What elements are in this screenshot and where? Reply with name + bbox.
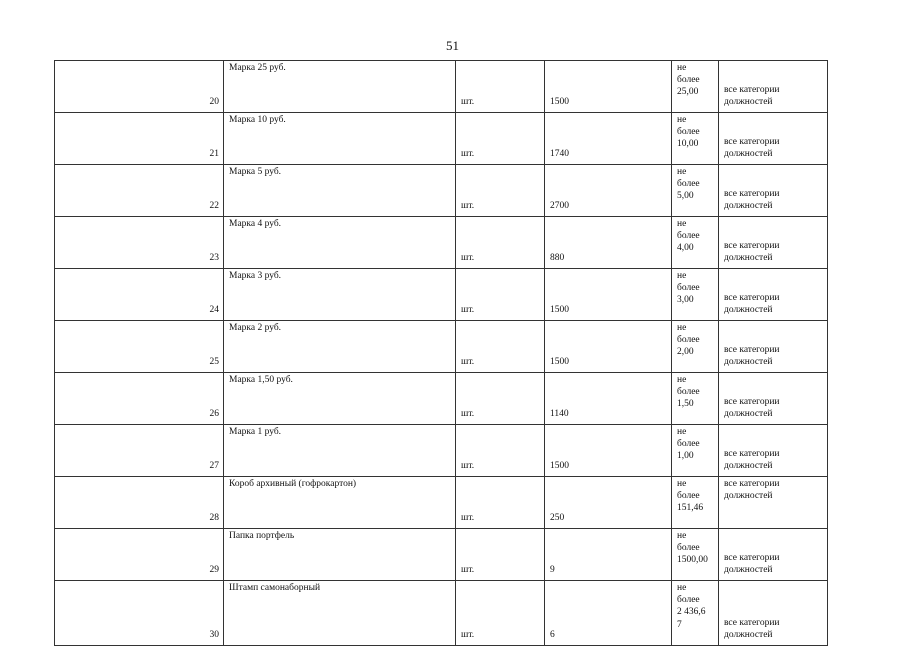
- unit-cell: шт.: [456, 581, 545, 646]
- price-line: более: [677, 491, 700, 502]
- category-line: все категории: [724, 448, 780, 459]
- price-line: не: [677, 63, 687, 73]
- category-cell: [719, 373, 828, 425]
- price-line: не: [677, 427, 687, 437]
- quantity-cell: 1140: [545, 373, 672, 425]
- unit-cell: шт.: [456, 425, 545, 477]
- category-line: должностей: [724, 629, 773, 640]
- price-line: более: [677, 231, 700, 242]
- item-name-cell: Марка 5 руб.: [224, 165, 456, 217]
- price-line: 3,00: [677, 295, 694, 306]
- price-line: 1500,00: [677, 555, 708, 566]
- category-cell: [719, 269, 828, 321]
- table-row: [55, 165, 828, 217]
- row-number-cell: 27: [55, 425, 224, 477]
- table-row: [55, 113, 828, 165]
- price-line: не: [677, 323, 687, 333]
- item-name-cell: Марка 10 руб.: [224, 113, 456, 165]
- row-number-cell: 22: [55, 165, 224, 217]
- category-line: все категории: [724, 136, 780, 147]
- row-number-cell: 24: [55, 269, 224, 321]
- table-row: [55, 425, 828, 477]
- unit-cell: шт.: [456, 529, 545, 581]
- unit-cell: шт.: [456, 321, 545, 373]
- page-number: 51: [446, 38, 459, 53]
- price-line: 2 436,6: [677, 607, 706, 618]
- unit-cell: шт.: [456, 373, 545, 425]
- unit-cell: шт.: [456, 165, 545, 217]
- quantity-cell: 2700: [545, 165, 672, 217]
- row-number-cell: 25: [55, 321, 224, 373]
- price-cell: [672, 321, 719, 373]
- category-line: должностей: [724, 252, 773, 263]
- quantity-cell: 1500: [545, 269, 672, 321]
- category-cell: [719, 477, 828, 529]
- price-line: не: [677, 583, 687, 593]
- item-name-cell: Короб архивный (гофрокартон): [224, 477, 456, 529]
- price-cell: [672, 477, 719, 529]
- category-line: должностей: [724, 96, 773, 107]
- category-line: все категории: [724, 240, 780, 251]
- item-name-cell: Штамп самонаборный: [224, 581, 456, 646]
- item-name-cell: Марка 2 руб.: [224, 321, 456, 373]
- row-number-cell: 30: [55, 581, 224, 646]
- category-line: все категории: [724, 479, 780, 489]
- price-line: более: [677, 283, 700, 294]
- table-row: [55, 529, 828, 581]
- row-number-cell: 28: [55, 477, 224, 529]
- price-cell: [672, 581, 719, 646]
- row-number-cell: 20: [55, 61, 224, 113]
- row-number-cell: 21: [55, 113, 224, 165]
- price-line: не: [677, 167, 687, 177]
- category-line: все категории: [724, 396, 780, 407]
- quantity-cell: 1740: [545, 113, 672, 165]
- price-line: более: [677, 439, 700, 450]
- row-number-cell: 29: [55, 529, 224, 581]
- quantity-cell: 6: [545, 581, 672, 646]
- price-cell: [672, 425, 719, 477]
- category-line: должностей: [724, 356, 773, 367]
- quantity-cell: 1500: [545, 321, 672, 373]
- category-cell: [719, 321, 828, 373]
- category-cell: [719, 61, 828, 113]
- category-line: должностей: [724, 200, 773, 211]
- category-line: все категории: [724, 617, 780, 628]
- price-line: более: [677, 543, 700, 554]
- category-line: все категории: [724, 552, 780, 563]
- price-line: 7: [677, 619, 682, 630]
- price-line: 25,00: [677, 87, 699, 98]
- item-name-cell: Папка портфель: [224, 529, 456, 581]
- price-line: 2,00: [677, 347, 694, 358]
- category-line: должностей: [724, 564, 773, 575]
- price-line: более: [677, 595, 700, 606]
- category-cell: [719, 113, 828, 165]
- category-line: все категории: [724, 188, 780, 199]
- quantity-cell: 1500: [545, 425, 672, 477]
- price-cell: [672, 373, 719, 425]
- category-line: все категории: [724, 292, 780, 303]
- table-row: [55, 269, 828, 321]
- category-cell: [719, 425, 828, 477]
- table-row: [55, 373, 828, 425]
- table-row: [55, 321, 828, 373]
- price-line: 1,50: [677, 399, 694, 410]
- category-cell: [719, 529, 828, 581]
- quantity-cell: 9: [545, 529, 672, 581]
- price-cell: [672, 269, 719, 321]
- items-table: [54, 60, 828, 646]
- price-line: более: [677, 387, 700, 398]
- item-name-cell: Марка 1,50 руб.: [224, 373, 456, 425]
- unit-cell: шт.: [456, 269, 545, 321]
- unit-cell: шт.: [456, 477, 545, 529]
- unit-cell: шт.: [456, 217, 545, 269]
- price-line: не: [677, 375, 687, 385]
- price-line: не: [677, 115, 687, 125]
- table-row: [55, 61, 828, 113]
- price-line: не: [677, 271, 687, 281]
- price-line: не: [677, 531, 687, 541]
- price-line: 4,00: [677, 243, 694, 254]
- category-line: все категории: [724, 84, 780, 95]
- quantity-cell: 250: [545, 477, 672, 529]
- category-line: все категории: [724, 344, 780, 355]
- category-cell: [719, 165, 828, 217]
- price-cell: [672, 217, 719, 269]
- price-line: более: [677, 335, 700, 346]
- category-line: должностей: [724, 148, 773, 159]
- unit-cell: шт.: [456, 113, 545, 165]
- table-row: [55, 581, 828, 646]
- price-cell: [672, 165, 719, 217]
- price-line: 1,00: [677, 451, 694, 462]
- category-cell: [719, 581, 828, 646]
- category-line: должностей: [724, 304, 773, 315]
- category-line: должностей: [724, 460, 773, 471]
- item-name-cell: Марка 4 руб.: [224, 217, 456, 269]
- price-cell: [672, 113, 719, 165]
- row-number-cell: 23: [55, 217, 224, 269]
- price-cell: [672, 529, 719, 581]
- quantity-cell: 1500: [545, 61, 672, 113]
- price-line: не: [677, 219, 687, 229]
- unit-cell: шт.: [456, 61, 545, 113]
- item-name-cell: Марка 1 руб.: [224, 425, 456, 477]
- table-row: [55, 477, 828, 529]
- category-line: должностей: [724, 491, 773, 502]
- price-line: не: [677, 479, 687, 489]
- price-line: 10,00: [677, 139, 699, 150]
- price-line: более: [677, 179, 700, 190]
- category-line: должностей: [724, 408, 773, 419]
- price-cell: [672, 61, 719, 113]
- item-name-cell: Марка 25 руб.: [224, 61, 456, 113]
- price-line: более: [677, 127, 700, 138]
- price-line: 151,46: [677, 503, 704, 514]
- item-name-cell: Марка 3 руб.: [224, 269, 456, 321]
- category-cell: [719, 217, 828, 269]
- price-line: 5,00: [677, 191, 694, 202]
- row-number-cell: 26: [55, 373, 224, 425]
- quantity-cell: 880: [545, 217, 672, 269]
- price-line: более: [677, 75, 700, 86]
- table-row: [55, 217, 828, 269]
